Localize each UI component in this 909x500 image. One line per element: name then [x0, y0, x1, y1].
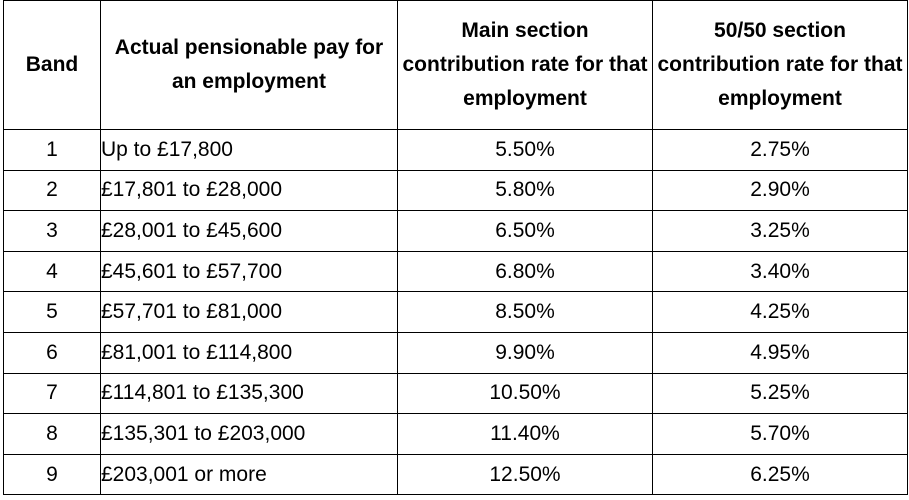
- main-rate-cell: 10.50%: [398, 373, 653, 414]
- contribution-rates-table: [3, 0, 908, 495]
- pay-cell: £57,701 to £81,000: [101, 292, 398, 333]
- main-rate-cell: 5.50%: [398, 130, 653, 171]
- table-row: [4, 130, 908, 171]
- fifty-rate-cell: 3.40%: [653, 251, 908, 292]
- header-pay-label: Actual pensionable pay for an employment: [114, 36, 384, 93]
- fifty-rate-cell: 3.25%: [653, 211, 908, 252]
- band-cell: 9: [4, 454, 101, 495]
- table-row: [4, 373, 908, 414]
- pay-cell: £81,001 to £114,800: [101, 332, 398, 373]
- table-row: [4, 332, 908, 373]
- fifty-rate-cell: 2.90%: [653, 170, 908, 211]
- header-fifty-rate-label: 50/50 section contribution rate for that employment: [657, 19, 903, 110]
- band-cell: 3: [4, 211, 101, 252]
- header-band: [4, 1, 101, 130]
- band-cell: 6: [4, 332, 101, 373]
- fifty-rate-cell: 4.25%: [653, 292, 908, 333]
- main-rate-cell: 6.80%: [398, 251, 653, 292]
- fifty-rate-cell: 2.75%: [653, 130, 908, 171]
- pay-cell: £45,601 to £57,700: [101, 251, 398, 292]
- main-rate-cell: 9.90%: [398, 332, 653, 373]
- band-cell: 5: [4, 292, 101, 333]
- main-rate-cell: 12.50%: [398, 454, 653, 495]
- table-row: [4, 251, 908, 292]
- header-pay: [101, 1, 398, 130]
- header-band-label: Band: [25, 53, 79, 76]
- band-cell: 1: [4, 130, 101, 171]
- table-row: [4, 414, 908, 455]
- table-row: [4, 170, 908, 211]
- band-cell: 2: [4, 170, 101, 211]
- band-cell: 7: [4, 373, 101, 414]
- pay-cell: £17,801 to £28,000: [101, 170, 398, 211]
- pay-cell: £114,801 to £135,300: [101, 373, 398, 414]
- fifty-rate-cell: 6.25%: [653, 454, 908, 495]
- pay-cell: Up to £17,800: [101, 130, 398, 171]
- band-cell: 8: [4, 414, 101, 455]
- main-rate-cell: 6.50%: [398, 211, 653, 252]
- table-row: [4, 211, 908, 252]
- main-rate-cell: 8.50%: [398, 292, 653, 333]
- table-header-row: [4, 1, 908, 130]
- fifty-rate-cell: 4.95%: [653, 332, 908, 373]
- fifty-rate-cell: 5.70%: [653, 414, 908, 455]
- band-cell: 4: [4, 251, 101, 292]
- header-main-rate: [398, 1, 653, 130]
- header-fifty-rate: [653, 1, 908, 130]
- pay-cell: £135,301 to £203,000: [101, 414, 398, 455]
- main-rate-cell: 11.40%: [398, 414, 653, 455]
- table-row: [4, 292, 908, 333]
- header-main-rate-label: Main section contribution rate for that employment: [402, 19, 648, 110]
- pay-cell: £28,001 to £45,600: [101, 211, 398, 252]
- fifty-rate-cell: 5.25%: [653, 373, 908, 414]
- table-row: [4, 454, 908, 495]
- main-rate-cell: 5.80%: [398, 170, 653, 211]
- pay-cell: £203,001 or more: [101, 454, 398, 495]
